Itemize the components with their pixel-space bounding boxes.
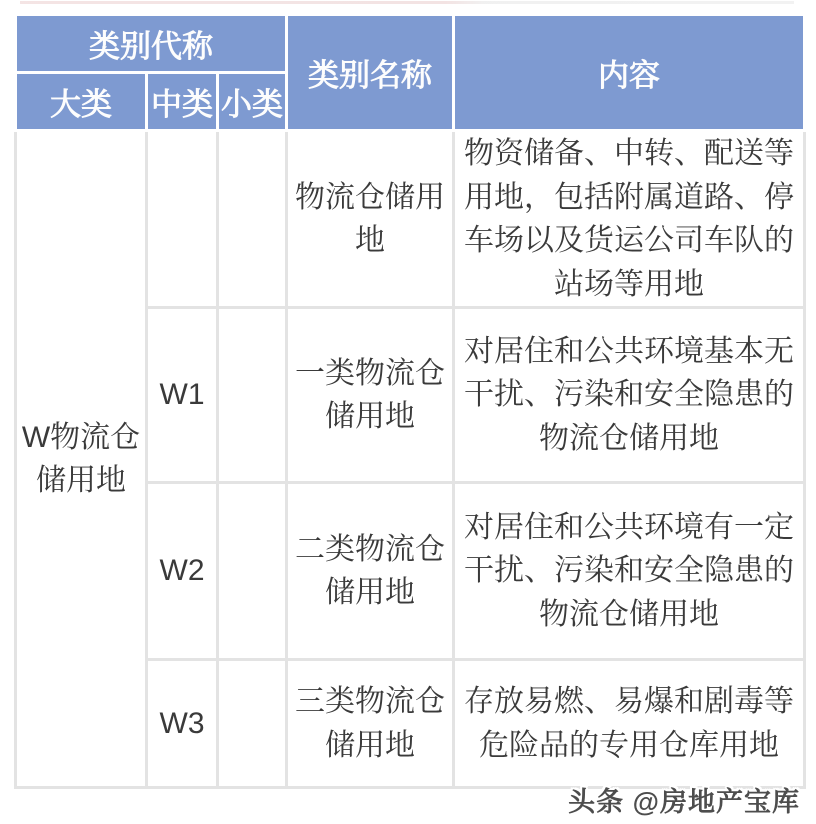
header-row-1 (16, 15, 805, 73)
cell-major-category: W物流仓储用地 (16, 131, 147, 788)
cell-category-name: 三类物流仓储用地 (287, 660, 454, 788)
header-middle-cell: 中类 (147, 73, 218, 131)
top-crop-line (20, 1, 794, 4)
cell-category-name: 物流仓储用地 (287, 131, 454, 308)
cell-content: 物资储备、中转、配送等用地，包括附属道路、停车场以及货运公司车队的站场等用地 (454, 131, 805, 308)
cell-category-name: 一类物流仓储用地 (287, 308, 454, 483)
land-use-classification-table (14, 13, 806, 789)
cell-minor-code (218, 660, 287, 788)
cell-category-name: 二类物流仓储用地 (287, 483, 454, 660)
cell-minor-code (218, 308, 287, 483)
header-name-cell: 类别名称 (287, 15, 454, 131)
cell-content: 对居住和公共环境有一定干扰、污染和安全隐患的物流仓储用地 (454, 483, 805, 660)
cell-minor-code (218, 483, 287, 660)
cell-content: 对居住和公共环境基本无干扰、污染和安全隐患的物流仓储用地 (454, 308, 805, 483)
cell-minor-code (218, 131, 287, 308)
header-major-cell: 大类 (16, 73, 147, 131)
cell-middle-code: W1 (147, 308, 218, 483)
cell-middle-code: W3 (147, 660, 218, 788)
header-code-group-cell: 类别代称 (16, 15, 287, 73)
header-minor-cell: 小类 (218, 73, 287, 131)
table-row (16, 131, 805, 308)
watermark: 头条 @房地产宝库 (568, 787, 800, 817)
cell-middle-code: W2 (147, 483, 218, 660)
cell-middle-code (147, 131, 218, 308)
header-content-cell: 内容 (454, 15, 805, 131)
cell-content: 存放易燃、易爆和剧毒等危险品的专用仓库用地 (454, 660, 805, 788)
